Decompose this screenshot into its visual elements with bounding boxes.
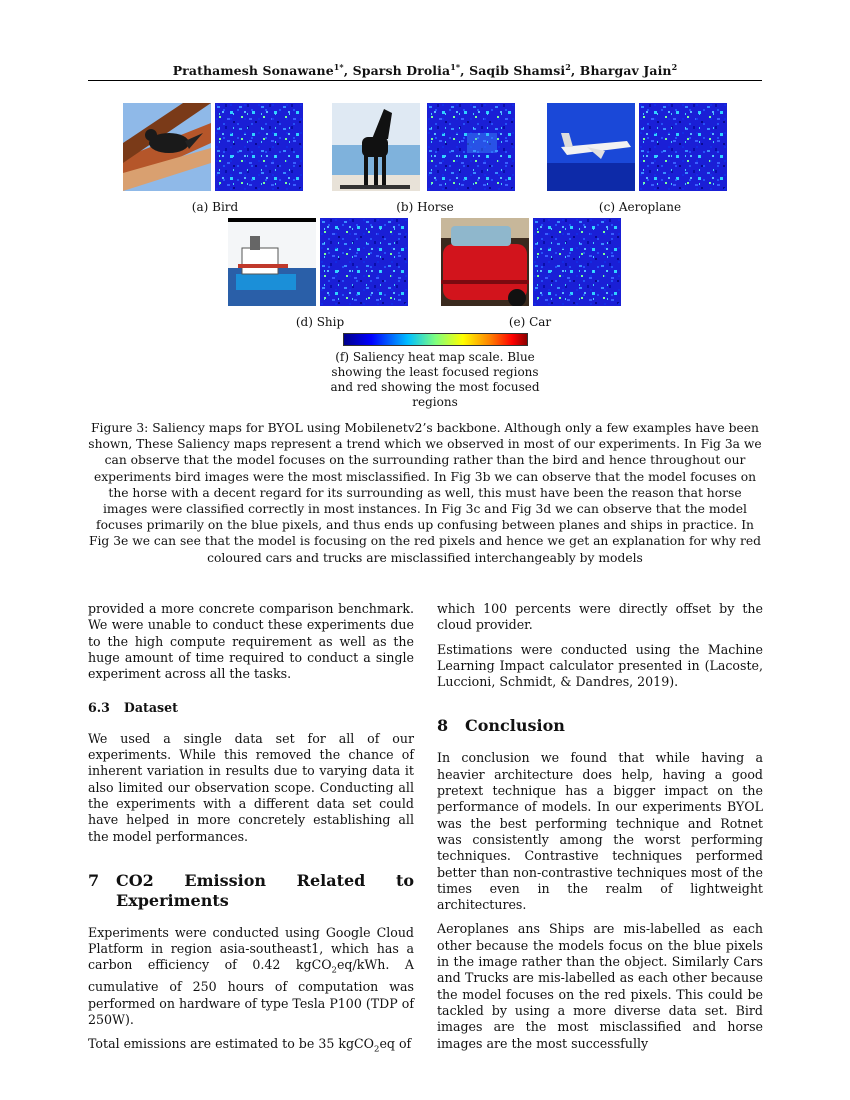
paragraph: We used a single data set for all of our experiments. While this removed the chance of inherent variation in results due to varying data it also limited our observation scope. Conducting all the experiments with a different data set could have helped in more concretely establishing all the model performances. — [88, 730, 414, 844]
saliency-color-scale — [343, 333, 528, 346]
right-column — [437, 601, 763, 1060]
author-4: Bhargav Jain$^2$ — [579, 62, 678, 79]
section-heading: 7 CO2 Emission Related to Experiments — [88, 870, 414, 910]
paragraph: provided a more concrete comparison benchmark. We were unable to conduct these experiments due to the high compute requirement as well as the huge amount of time required to conduct a single experiment across all the tasks. — [88, 601, 414, 682]
left-column — [88, 601, 414, 1066]
horse-image — [332, 103, 420, 191]
aeroplane-saliency-map — [639, 103, 727, 191]
bird-image — [123, 103, 211, 191]
paragraph: which 100 percents were directly offset by the cloud provider. — [437, 601, 763, 633]
ship-saliency-map — [320, 218, 408, 306]
horse-saliency-map — [427, 103, 515, 191]
subfigure-label-horse: (b) Horse — [396, 200, 454, 214]
header-rule — [88, 80, 762, 81]
paragraph: Estimations were conducted using the Machine Learning Impact calculator presented in (Lacoste, Luccioni, Schmidt, & Dandres, 2019). — [437, 641, 763, 690]
car-image — [441, 218, 529, 306]
paragraph: Aeroplanes ans Ships are mis-labelled as each other because the models focus on the blue pixels in the image rather than the object. Similarly Cars and Trucks are mis-labelled as each other because the model focuses on the red pixels. This could be tackled by using a more diverse data set. Bird images are the most misclassified and horse images are the most successfully — [437, 921, 763, 1051]
bird-saliency-map — [215, 103, 303, 191]
ship-image — [228, 218, 316, 306]
section-heading: 8 Conclusion — [437, 716, 565, 736]
subfigure-label-bird: (a) Bird — [191, 200, 239, 214]
car-saliency-map — [533, 218, 621, 306]
figure-caption: Figure 3: Saliency maps for BYOL using Mobilenetv2’s backbone. Although only a few examples have been shown, These Saliency maps represent a trend which we observed in most of our experiments. In Fig 3a we can observe that the model focuses on the surrounding rather than the bird and hence throughout our experiments bird images were the most misclassified. In Fig 3b we can observe that the model focuses on the horse with a decent regard for its surrounding as well, this must have been the reason that horse images were classified correctly in most instances. In Fig 3c and Fig 3d we can observe that the model focuses primarily on the blue pixels, and thus ends up confusing between planes and ships in practice. In Fig 3e we can see that the model is focusing on the red pixels and hence we get an explanation for why red coloured cars and trucks are misclassified interchangeably by models — [88, 421, 762, 565]
subsection-heading: 6.3 Dataset — [88, 700, 178, 716]
subfigure-label-car: (e) Car — [508, 315, 552, 329]
aeroplane-image — [547, 103, 635, 191]
subfigure-label-ship: (d) Ship — [295, 315, 345, 329]
paragraph: Experiments were conducted using Google Cloud Platform in region asia-southeast1, which has a carbon efficiency of 0.42 kgCO$_2$eq/kWh. A cumulative of 250 hours of computation was performed on hardware of type Tesla P100 (TDP of 250W). — [88, 924, 414, 1027]
paragraph: In conclusion we found that while having a heavier architecture does help, having a good pretext technique has a bigger impact on the performance of models. In our experiments BYOL was the best performing technique and Rotnet was consistently among the worst performing techniques. Contrastive techniques performed better than non-contrastive techniques most of the times even in the realm of lightweight architectures. — [437, 750, 763, 913]
author-3: Saqib Shamsi$^2$ — [469, 62, 571, 79]
scale-caption: (f) Saliency heat map scale. Blue showing the least focused regions and red showing the most focused regions — [330, 350, 540, 409]
subfigure-label-aeroplane: (c) Aeroplane — [598, 200, 682, 214]
author-1: Prathamesh Sonawane$^{1*}$ — [172, 62, 344, 79]
running-header: Prathamesh Sonawane$^{1*}$, Sparsh Drolia$^{1*}$, Saqib Shamsi$^2$, Bhargav Jain$^2$ — [172, 62, 678, 79]
paragraph: Total emissions are estimated to be 35 kgCO$_2$eq of — [88, 1036, 412, 1055]
author-2: Sparsh Drolia$^{1*}$ — [352, 62, 461, 79]
